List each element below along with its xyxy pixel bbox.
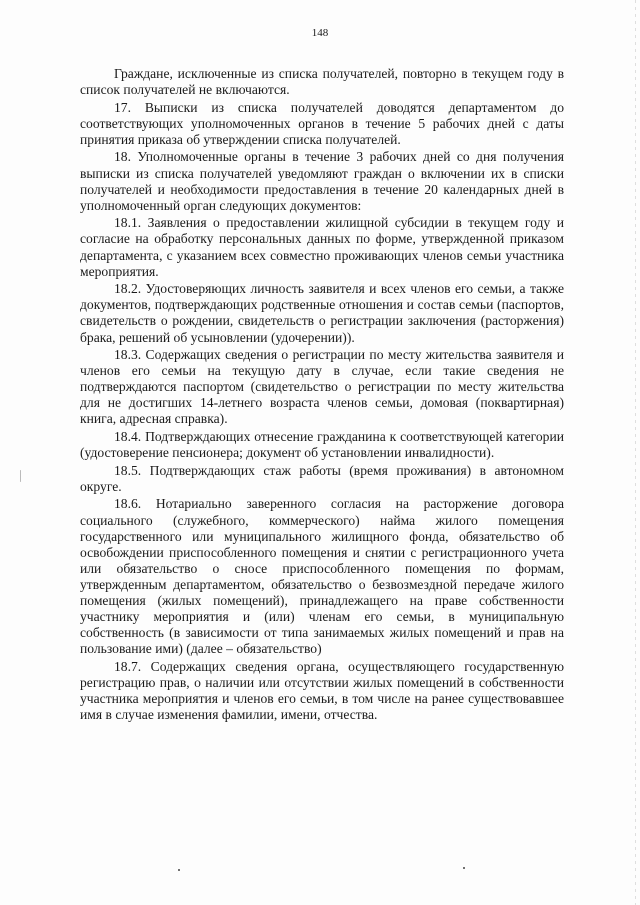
document-body — [80, 66, 564, 725]
scan-dot-artifact — [463, 867, 465, 869]
paragraph-18-5: 18.5. Подтверждающих стаж работы (время проживания) в автономном округе. — [80, 462, 564, 494]
scan-margin-artifact — [20, 470, 21, 482]
page-number: 148 — [311, 27, 329, 39]
paragraph-18-7: 18.7. Содержащих сведения органа, осуществляющего государственную регистрацию прав, о наличии или отсутствии жилых помещений в собственности участника мероприятия и членов его семьи, в том числе на ранее существовавшее имя в случае изменения фамилии, имени, отчества. — [80, 658, 564, 723]
paragraph-18-6: 18.6. Нотариально заверенного согласия на расторжение договора социального (служебного, коммерческого) найма жилого помещения государственного или муниципального жилищного фонда, обязательство об освобождении приспособленного помещения и снятии с регистрационного учета или обязательство о сносе приспособленного помещения по формам, утвержденным департаментом, обязательство о безвозмездной передаче жилого помещения (жилых помещений), принадлежащего на праве собственности участнику мероприятия и (или) членам его семьи, в муниципальную собственность (в зависимости от типа занимаемых жилых помещений и прав на пользование ими) (далее – обязательство) — [80, 496, 564, 657]
paragraph-18-3: 18.3. Содержащих сведения о регистрации по месту жительства заявителя и членов его семьи на текущую дату в случае, если такие сведения не подтверждаются паспортом (свидетельство о регистрации по месту жительства для не достигших 14-летнего возраста членов семьи, домовая (поквартирная) книга, адресная справка). — [80, 347, 564, 427]
paragraph-excluded-citizens: Граждане, исключенные из списка получателей, повторно в текущем году в список получателей не включаются. — [80, 66, 564, 98]
paragraph-18: 18. Уполномоченные органы в течение 3 рабочих дней со дня получения выписки из списка получателей уведомляют граждан о включении их в списки получателей и необходимости предоставления в течение 20 календарных дней в уполномоченный орган следующих документов: — [80, 149, 564, 213]
scan-dot-artifact — [178, 869, 180, 871]
paragraph-17: 17. Выписки из списка получателей доводятся департаментом до соответствующих уполномоченных органов в течение 5 рабочих дней с даты принятия приказа об утверждении списка получателей. — [80, 99, 564, 147]
paragraph-18-1: 18.1. Заявления о предоставлении жилищной субсидии в текущем году и согласие на обработку персональных данных по форме, утвержденной приказом департамента, с указанием всех совместно проживающих членов семьи участника мероприятия. — [80, 215, 564, 279]
scan-edge-artifact — [635, 0, 636, 905]
paragraph-18-2: 18.2. Удостоверяющих личность заявителя и всех членов его семьи, а также документов, подтверждающих родственные отношения и состав семьи (паспортов, свидетельств о рождении, свидетельств о регистрации заключения (расторжения) брака, решений об усыновлении (удочерении)). — [80, 281, 564, 345]
paragraph-18-4: 18.4. Подтверждающих отнесение гражданина к соответствующей категории (удостоверение пенсионера; документ об установлении инвалидности). — [80, 429, 564, 461]
